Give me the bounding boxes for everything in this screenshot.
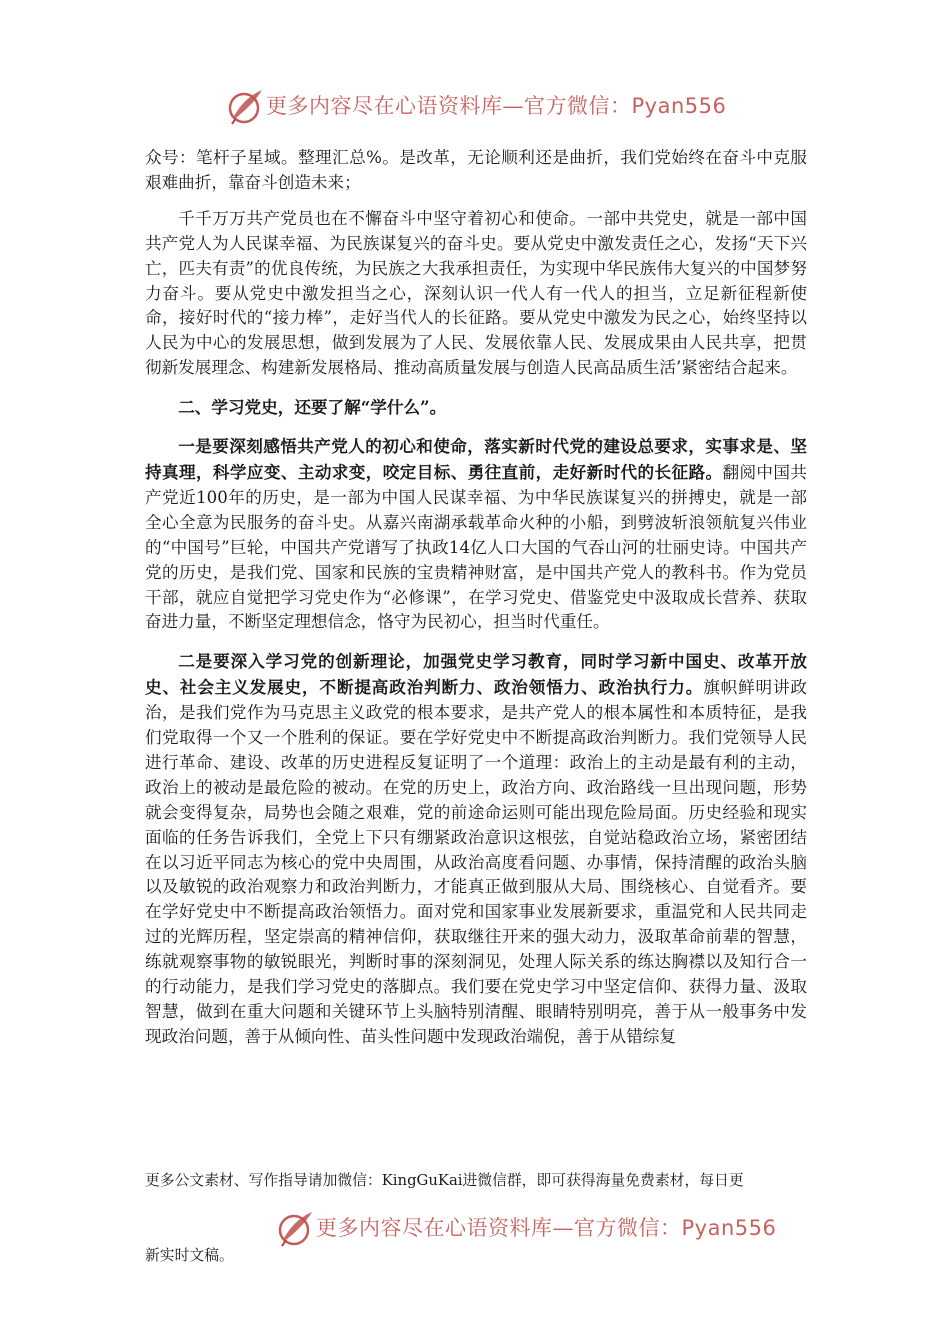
paragraph-2: 千千万万共产党员也在不懈奋斗中坚守着初心和使命。一部中共党史，就是一部中国共产党人为人民谋幸福、为民族谋复兴的奋斗史。要从党史中激发责任之心，发扬“天下兴亡，匹夫有责”的优良传统，为民族之大我承担责任，为实现中华民族伟大复兴的中国梦努力奋斗。要从党史中激发担当之心，深刻认识一代人有一代人的担当，立足新征程新使命，接好时代的“接力棒”，走好当代人的长征路。要从党史中激发为民之心，始终坚持以人民为中心的发展思想，做到发展为了人民、发展依靠人民、发展成果由人民共享，把贯彻新发展理念、构建新发展格局、推动高质量发展与创造人民高品质生活’紧密结合起来。 [145, 208, 807, 378]
quill-logo-icon [226, 86, 266, 126]
paragraph-3-text: 翻阅中国共产党近100年的历史，是一部为中国人民谋幸福、为中华民族谋复兴的拼搏史，就是一部全心全意为民服务的奋斗史。从嘉兴南湖承载革命火种的小船，到劈波斩浪领航复兴伟业的“中国号”巨轮，中国共产党谱写了执政14亿人口大国的气吞山河的壮丽史诗。中国共产党的历史，是我们党、国家和民族的宝贵精神财富，是中国共产党人的教科书。作为党员干部，就应自觉把学习党史作为“必修课”，在学习党史、借鉴党史中汲取成长营养、获取奋进力量，不断坚定理想信念，恪守为民初心，担当时代重任。 [145, 462, 807, 632]
footer-note-continued: 新实时文稿。 [145, 1247, 234, 1264]
banner-main-text: 更多内容尽在心语资料库—官方微信： [266, 94, 632, 118]
header-banner [0, 84, 950, 128]
paragraph-4 [145, 649, 807, 1050]
quill-logo-icon [276, 1208, 316, 1248]
banner-wechat-id: Pyan556 [631, 94, 727, 118]
paragraph-3 [145, 434, 807, 635]
footer-banner [0, 1206, 950, 1250]
banner-text [266, 92, 726, 120]
paragraph-3-lead: 一是要深刻感悟共产党人的初心和使命，落实新时代党的建设总要求，实事求是、坚持真理，科学应变、主动求变，咬定目标、勇往直前，走好新时代的长征路。 [145, 436, 807, 482]
document-body [145, 146, 807, 1050]
banner-wechat-id: Pyan556 [681, 1216, 777, 1240]
banner-main-text: 更多内容尽在心语资料库—官方微信： [316, 1216, 682, 1240]
paragraph-4-text: 旗帜鲜明讲政治，是我们党作为马克思主义政党的根本要求，是共产党人的根本属性和本质特征，是我们党取得一个又一个胜利的保证。要在学好党史中不断提高政治判断力。我们党领导人民进行革命、建设、改革的历史进程反复证明了一个道理：政治上的主动是最有利的主动，政治上的被动是最危险的被动。在党的历史上，政治方向、政治路线一旦出现问题，形势就会变得复杂，局势也会随之艰难，党的前途命运则可能出现危险局面。历史经验和现实面临的任务告诉我们，全党上下只有绷紧政治意识这根弦，自觉站稳政治立场，紧密团结在以习近平同志为核心的党中央周围，从政治高度看问题、办事情，保持清醒的政治头脑以及敏锐的政治观察力和政治判断力，才能真正做到服从大局、围绕核心、自觉看齐。要在学好党史中不断提高政治领悟力。面对党和国家事业发展新要求，重温党和人民共同走过的光辉历程，坚定崇高的精神信仰，获取继往开来的强大动力，汲取革命前辈的智慧，练就观察事物的敏锐眼光，判断时事的深刻洞见，处理人际关系的练达胸襟以及知行合一的行动能力，是我们学习党史的落脚点。我们要在党史学习中坚定信仰、获得力量、汲取智慧，做到在重大问题和关键环节上头脑特别清醒、眼睛特别明亮，善于从一般事务中发现政治问题，善于从倾向性、苗头性问题中发现政治端倪，善于从错综复 [145, 678, 807, 1046]
section-heading-2: 二、学习党史，还要了解“学什么”。 [178, 397, 447, 418]
paragraph-4-lead: 二是要深入学习党的创新理论，加强党史学习教育，同时学习新中国史、改革开放史、社会主义发展史，不断提高政治判断力、政治领悟力、政治执行力。 [145, 651, 807, 698]
footer-note: 更多公文素材、写作指导请加微信：KingGuKai进微信群，即可获得海量免费素材，每日更 [145, 1172, 744, 1189]
paragraph-1: 众号：笔杆子星域。整理汇总%。是改革，无论顺利还是曲折，我们党始终在奋斗中克服艰难曲折，靠奋斗创造未来； [145, 148, 807, 192]
banner-text [316, 1214, 776, 1242]
